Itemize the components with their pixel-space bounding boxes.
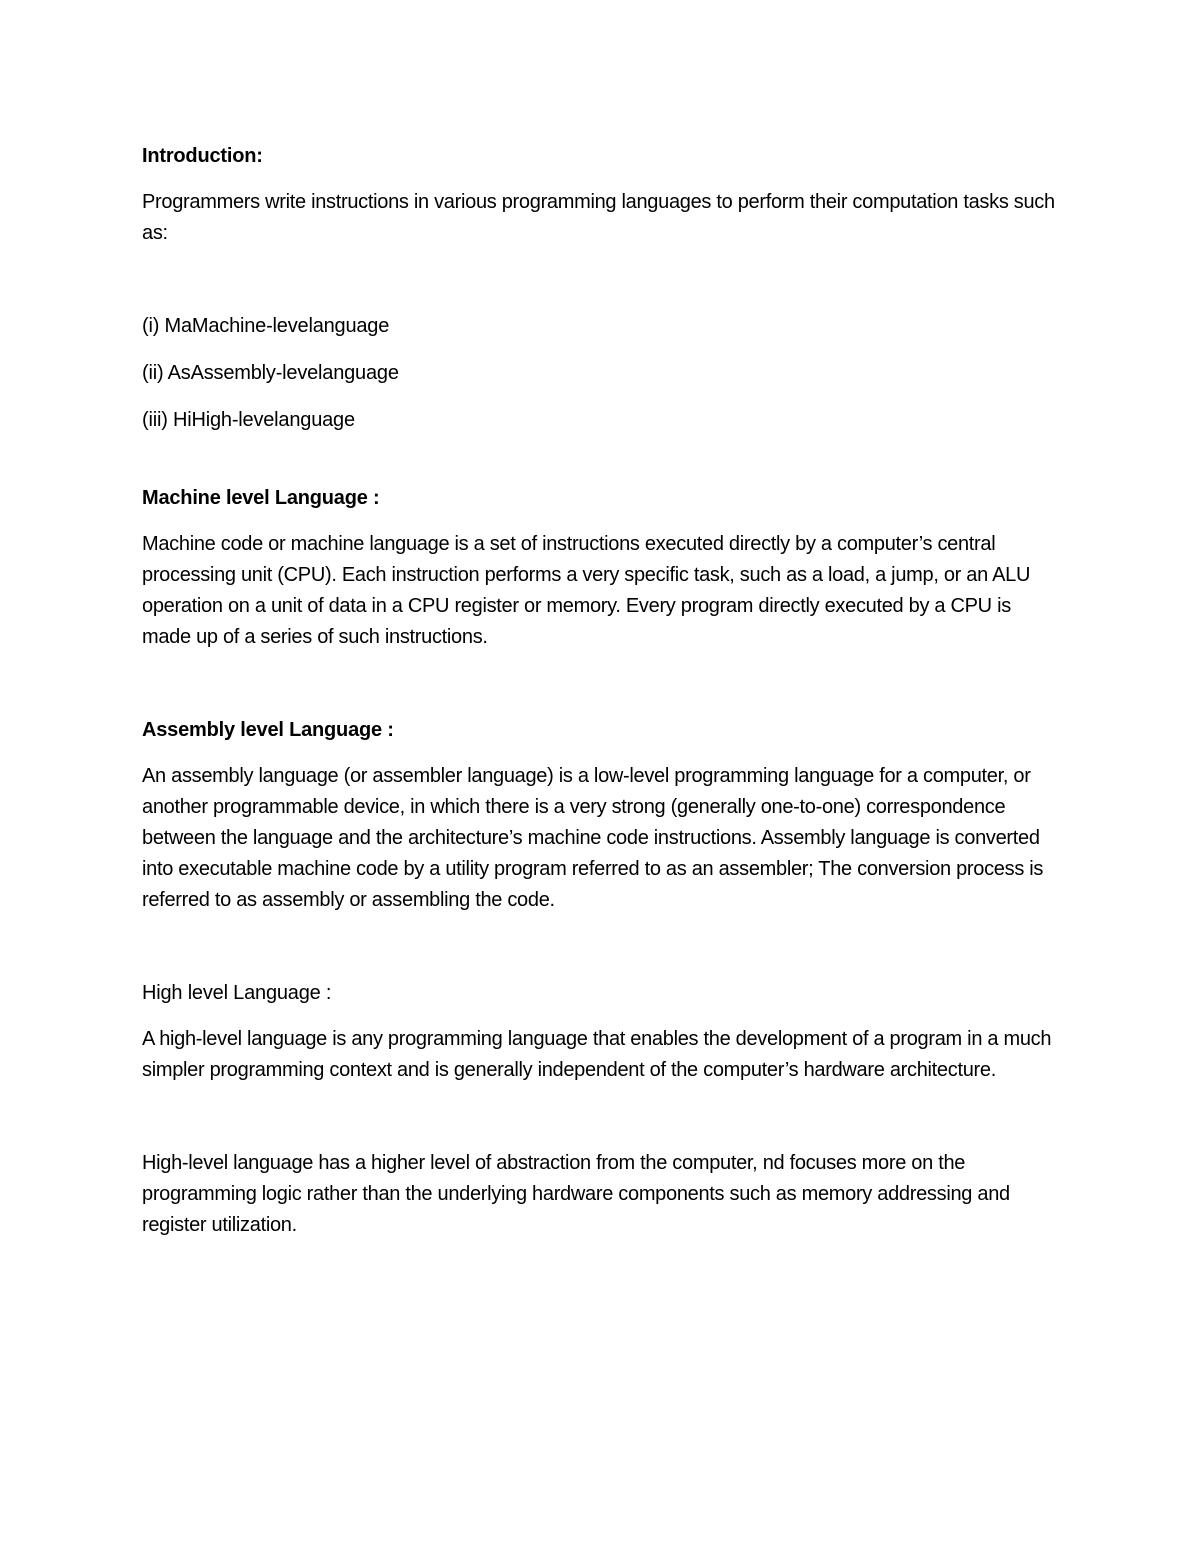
spacer [142, 249, 1062, 311]
list-item: (iii) HiHigh-levelanguage [142, 409, 355, 431]
spacer [142, 452, 1062, 483]
machine-heading: Machine level Language : [142, 487, 380, 509]
list-item: (i) MaMachine-levelanguage [142, 315, 390, 337]
intro-paragraph: Programmers write instructions in various programming languages to perform their computation tasks such as: [142, 191, 1055, 244]
machine-paragraph: Machine code or machine language is a set of instructions executed directly by a computer’s central processing unit (CPU). Each instruction performs a very specific task, such as a load, a jump, or an ALU operation on a unit of data in a CPU register or memory. Every program directly executed by a CPU is made up of a series of such instructions. [142, 533, 1031, 648]
high-paragraph-1: A high-level language is any programming language that enables the development of a program in a much simpler programming context and is generally independent of the computer’s hardware architecture. [142, 1028, 1052, 1081]
intro-heading: Introduction: [142, 145, 263, 167]
spacer [142, 1086, 1062, 1148]
high-paragraph-2: High-level language has a higher level of abstraction from the computer, nd focuses more on the programming logic rather than the underlying hardware components such as memory addressing and register utilization. [142, 1152, 1010, 1236]
language-list [142, 311, 1062, 436]
spacer [142, 653, 1062, 715]
list-item: (ii) AsAssembly-levelanguage [142, 362, 399, 384]
assembly-heading: Assembly level Language : [142, 719, 394, 741]
assembly-paragraph: An assembly language (or assembler language) is a low-level programming language for a computer, or another programmable device, in which there is a very strong (generally one-to-one) correspondence between the language and the architecture’s machine code instructions. Assembly language is converted into executable machine code by a utility program referred to as an assembler; The conversion process is referred to as assembly or assembling the code. [142, 765, 1044, 911]
spacer [142, 916, 1062, 978]
document-body [142, 141, 1062, 1241]
high-heading: High level Language : [142, 982, 332, 1004]
